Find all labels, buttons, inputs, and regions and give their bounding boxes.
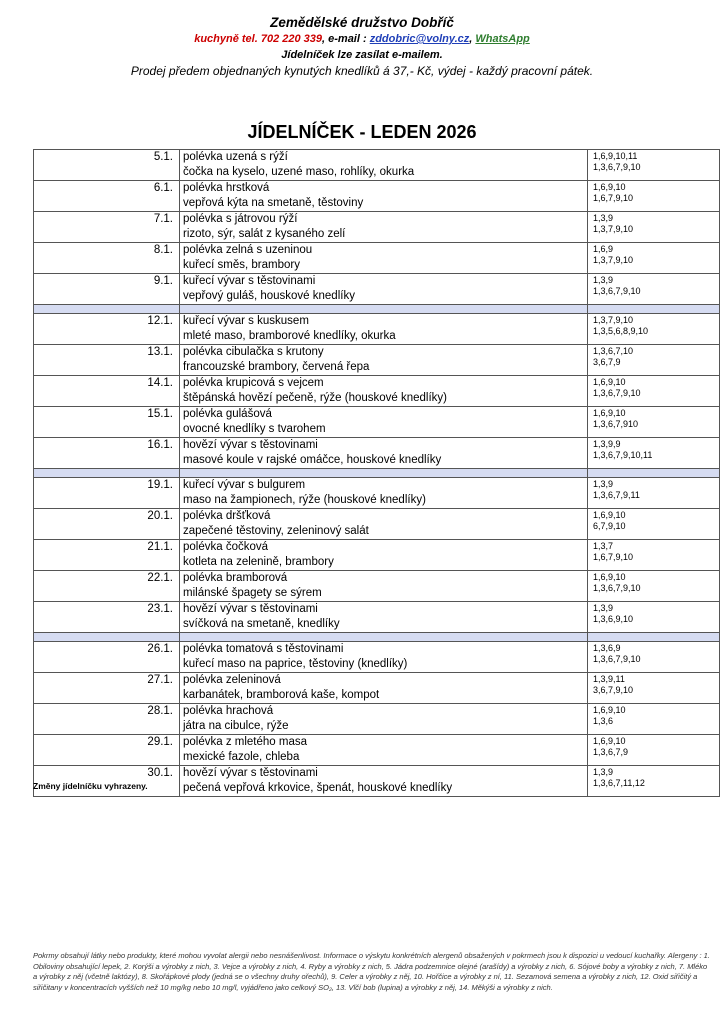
- soup-allergens: 1,6,9,10: [593, 510, 626, 520]
- main-dish-text: francouzské brambory, červená řepa: [183, 361, 370, 373]
- table-row: [34, 540, 720, 571]
- soup-text: polévka z mletého masa: [183, 736, 308, 748]
- dish-cell: [180, 571, 588, 602]
- organization-name: Zemědělské družstvo Dobříč: [270, 15, 454, 30]
- email-label: , e-mail :: [322, 33, 370, 45]
- separator-cell: [180, 469, 588, 478]
- table-row: [34, 602, 720, 633]
- dish-cell: [180, 438, 588, 469]
- allergen-cell: [588, 407, 720, 438]
- allergen-cell: [588, 274, 720, 305]
- main-allergens: 1,3,6,7,9,11: [593, 490, 640, 500]
- date-cell: 9.1.: [34, 274, 180, 305]
- allergen-footer: Pokrmy obsahují látky nebo produkty, které mohou vyvolat alergii nebo nesnášenlivost. Informace o výskytu konkrétních alergenů obsažených v pokrmech jsou k dispozici u vedoucí kuchařky. Alergeny : 1. Obiloviny obsahující lepek, 2. Korýši a výrobky z nich, 3. Vejce a výrobky z nich, 4. Ryby a výrobky z nich, 5. Jádra podzemnice olejné (arašídy) a výrobky z nich, 6. Sójové boby a výrobky z nich, 7. Mléko a výrobky z něj (včetně laktózy), 8. Skořápkové plody (jedná se o všechny druhy ořechů), 9. Celer a výrobky z něj, 10. Hořčice a výrobky z ní, 11. Sezamová semena a výrobky z nich, 12. Oxid siřičitý a siřičitany v koncentracích vyšších než 10 mg/kg nebo 10 mg/l, vyjádřeno jako celkový SO₂, 13. Vlčí bob (lupina) a výrobky z něj, 14. Měkýši a výrobky z nich.: [33, 951, 710, 992]
- soup-text: polévka krupicová s vejcem: [183, 377, 324, 389]
- table-row: [34, 478, 720, 509]
- main-allergens: 3,6,7,9,10: [593, 685, 634, 695]
- main-dish-text: vepřová kýta na smetaně, těstoviny: [183, 197, 364, 209]
- soup-allergens: 1,6,9,10: [593, 572, 626, 582]
- page-title: JÍDELNÍČEK - LEDEN 2026: [247, 122, 477, 142]
- main-dish-text: svíčková na smetaně, knedlíky: [183, 618, 340, 630]
- soup-allergens: 1,6,9,10: [593, 736, 626, 746]
- soup-text: kuřecí vývar s těstovinami: [183, 275, 316, 287]
- soup-allergens: 1,6,9,10: [593, 705, 626, 715]
- main-dish-text: mleté maso, bramborové knedlíky, okurka: [183, 330, 396, 342]
- contact-line: [0, 31, 724, 47]
- soup-allergens: 1,3,9: [593, 213, 614, 223]
- separator-cell: [588, 469, 720, 478]
- main-dish-text: masové koule v rajské omáčce, houskové knedlíky: [183, 454, 442, 466]
- allergen-cell: [588, 314, 720, 345]
- dish-cell: [180, 540, 588, 571]
- dish-cell: [180, 407, 588, 438]
- date-cell: 21.1.: [34, 540, 180, 571]
- separator-cell: [180, 633, 588, 642]
- date-cell: 23.1.: [34, 602, 180, 633]
- main-allergens: 1,3,6,9,10: [593, 614, 634, 624]
- soup-allergens: 1,3,7,9,10: [593, 315, 634, 325]
- dish-cell: [180, 704, 588, 735]
- main-allergens: 1,3,7,9,10: [593, 255, 634, 265]
- soup-text: polévka tomatová s těstovinami: [183, 643, 344, 655]
- date-cell: 22.1.: [34, 571, 180, 602]
- dish-cell: [180, 181, 588, 212]
- dish-cell: [180, 478, 588, 509]
- soup-text: polévka uzená s rýží: [183, 151, 288, 163]
- separator-cell: [34, 633, 180, 642]
- soup-text: polévka hrstková: [183, 182, 270, 194]
- main-dish-text: kuřecí směs, brambory: [183, 259, 300, 271]
- soup-text: hovězí vývar s těstovinami: [183, 603, 318, 615]
- soup-text: polévka s játrovou rýží: [183, 213, 298, 225]
- main-dish-text: karbanátek, bramborová kaše, kompot: [183, 689, 380, 701]
- soup-text: polévka gulášová: [183, 408, 272, 420]
- dish-cell: [180, 642, 588, 673]
- document-header: [0, 14, 724, 80]
- table-row: [34, 673, 720, 704]
- dish-cell: [180, 673, 588, 704]
- dish-cell: [180, 602, 588, 633]
- date-cell: 5.1.: [34, 150, 180, 181]
- table-row: [34, 212, 720, 243]
- date-cell: 26.1.: [34, 642, 180, 673]
- date-cell: 20.1.: [34, 509, 180, 540]
- dish-cell: [180, 314, 588, 345]
- soup-allergens: 1,3,9: [593, 767, 614, 777]
- table-row: [34, 345, 720, 376]
- main-dish-text: štěpánská hovězí pečeně, rýže (houskové knedlíky): [183, 392, 448, 404]
- soup-allergens: 1,6,9: [593, 244, 614, 254]
- table-row: [34, 407, 720, 438]
- table-row: [34, 438, 720, 469]
- allergen-cell: [588, 735, 720, 766]
- main-allergens: 6,7,9,10: [593, 521, 626, 531]
- soup-allergens: 1,3,6,7,10: [593, 346, 634, 356]
- week-separator: [34, 305, 720, 314]
- dish-cell: [180, 376, 588, 407]
- email-info-line: Jídelníček lze zasílat e-mailem.: [281, 49, 443, 61]
- soup-text: polévka cibulačka s krutony: [183, 346, 324, 358]
- main-allergens: 1,3,6: [593, 716, 614, 726]
- table-row: [34, 642, 720, 673]
- soup-text: polévka čočková: [183, 541, 269, 553]
- main-allergens: 1,3,7,9,10: [593, 224, 634, 234]
- allergen-cell: [588, 181, 720, 212]
- main-allergens: 1,3,6,7,9,10: [593, 286, 641, 296]
- main-dish-text: vepřový guláš, houskové knedlíky: [183, 290, 355, 302]
- allergen-cell: [588, 509, 720, 540]
- date-cell: 15.1.: [34, 407, 180, 438]
- main-allergens: 1,6,7,9,10: [593, 193, 634, 203]
- menu-table: [33, 149, 720, 797]
- dish-cell: [180, 509, 588, 540]
- soup-text: hovězí vývar s těstovinami: [183, 767, 318, 779]
- soup-text: polévka hrachová: [183, 705, 274, 717]
- date-cell: 29.1.: [34, 735, 180, 766]
- main-dish-text: játra na cibulce, rýže: [183, 720, 289, 732]
- soup-text: hovězí vývar s těstovinami: [183, 439, 318, 451]
- date-cell: 13.1.: [34, 345, 180, 376]
- soup-allergens: 1,3,6,9: [593, 643, 621, 653]
- dish-cell: [180, 150, 588, 181]
- allergen-cell: [588, 673, 720, 704]
- soup-allergens: 1,6,9,10: [593, 182, 626, 192]
- soup-text: polévka zelná s uzeninou: [183, 244, 313, 256]
- soup-allergens: 1,3,9: [593, 603, 614, 613]
- comma-separator: ,: [469, 33, 476, 45]
- main-dish-text: kotleta na zelenině, brambory: [183, 556, 334, 568]
- allergen-cell: [588, 571, 720, 602]
- soup-text: kuřecí vývar s bulgurem: [183, 479, 306, 491]
- dish-cell: [180, 766, 588, 797]
- main-dish-text: rizoto, sýr, salát z kysaného zelí: [183, 228, 346, 240]
- soup-text: polévka bramborová: [183, 572, 288, 584]
- dish-cell: [180, 735, 588, 766]
- date-cell: 14.1.: [34, 376, 180, 407]
- whatsapp-link[interactable]: WhatsApp: [475, 33, 530, 45]
- allergen-cell: [588, 766, 720, 797]
- allergen-cell: [588, 478, 720, 509]
- changes-note: Změny jídelníčku vyhrazeny.: [33, 781, 148, 791]
- main-dish-text: kuřecí maso na paprice, těstoviny (knedlíky): [183, 658, 408, 670]
- allergen-cell: [588, 602, 720, 633]
- email-link[interactable]: zddobric@volny.cz: [369, 33, 470, 45]
- week-separator: [34, 469, 720, 478]
- main-dish-text: ovocné knedlíky s tvarohem: [183, 423, 326, 435]
- soup-text: kuřecí vývar s kuskusem: [183, 315, 309, 327]
- allergen-cell: [588, 438, 720, 469]
- main-dish-text: čočka na kyselo, uzené maso, rohlíky, okurka: [183, 166, 415, 178]
- sale-info-line: Prodej předem objednaných kynutých knedlíků á 37,- Kč, výdej - každý pracovní pátek.: [130, 64, 594, 78]
- dish-cell: [180, 243, 588, 274]
- allergen-cell: [588, 642, 720, 673]
- allergen-cell: [588, 243, 720, 274]
- separator-cell: [34, 305, 180, 314]
- main-allergens: 1,3,6,7,9,10: [593, 654, 641, 664]
- main-allergens: 3,6,7,9: [593, 357, 621, 367]
- dish-cell: [180, 345, 588, 376]
- allergen-cell: [588, 345, 720, 376]
- main-dish-text: zapečené těstoviny, zeleninový salát: [183, 525, 369, 537]
- table-row: [34, 735, 720, 766]
- dish-cell: [180, 212, 588, 243]
- main-allergens: 1,3,6,7,9: [593, 747, 629, 757]
- date-cell: 12.1.: [34, 314, 180, 345]
- main-allergens: 1,3,6,7,910: [593, 419, 639, 429]
- main-allergens: 1,3,5,6,8,9,10: [593, 326, 649, 336]
- main-allergens: 1,3,6,7,9,10: [593, 583, 641, 593]
- allergen-cell: [588, 150, 720, 181]
- main-dish-text: pečená vepřová krkovice, špenát, houskové knedlíky: [183, 782, 453, 794]
- main-dish-text: maso na žampionech, rýže (houskové knedlíky): [183, 494, 426, 506]
- main-allergens: 1,3,6,7,11,12: [593, 778, 645, 788]
- soup-allergens: 1,3,9,9: [593, 439, 621, 449]
- dish-cell: [180, 274, 588, 305]
- date-cell: 27.1.: [34, 673, 180, 704]
- main-allergens: 1,3,6,7,9,10: [593, 388, 641, 398]
- soup-text: polévka zeleninová: [183, 674, 281, 686]
- separator-cell: [34, 469, 180, 478]
- soup-text: polévka dršťková: [183, 510, 271, 522]
- main-allergens: 1,3,6,7,9,10: [593, 162, 641, 172]
- soup-allergens: 1,3,9,11: [593, 674, 625, 684]
- main-dish-text: mexické fazole, chleba: [183, 751, 300, 763]
- table-row: [34, 181, 720, 212]
- table-row: [34, 274, 720, 305]
- allergen-cell: [588, 376, 720, 407]
- week-separator: [34, 633, 720, 642]
- soup-allergens: 1,3,9: [593, 275, 614, 285]
- main-allergens: 1,6,7,9,10: [593, 552, 634, 562]
- soup-allergens: 1,6,9,10: [593, 408, 626, 418]
- main-dish-text: milánské špagety se sýrem: [183, 587, 322, 599]
- allergen-cell: [588, 212, 720, 243]
- date-cell: 8.1.: [34, 243, 180, 274]
- table-row: [34, 704, 720, 735]
- separator-cell: [588, 633, 720, 642]
- separator-cell: [180, 305, 588, 314]
- allergen-cell: [588, 704, 720, 735]
- date-cell: 16.1.: [34, 438, 180, 469]
- table-row: [34, 376, 720, 407]
- soup-allergens: 1,3,9: [593, 479, 614, 489]
- table-row: [34, 571, 720, 602]
- date-cell: 19.1.: [34, 478, 180, 509]
- table-row: [34, 509, 720, 540]
- table-row: [34, 314, 720, 345]
- allergen-cell: [588, 540, 720, 571]
- table-row: [34, 150, 720, 181]
- soup-allergens: 1,6,9,10,11: [593, 151, 638, 161]
- separator-cell: [588, 305, 720, 314]
- soup-allergens: 1,3,7: [593, 541, 614, 551]
- date-cell: 6.1.: [34, 181, 180, 212]
- main-allergens: 1,3,6,7,9,10,11: [593, 450, 653, 460]
- kitchen-phone: kuchyně tel. 702 220 339: [194, 33, 323, 45]
- date-cell: 7.1.: [34, 212, 180, 243]
- table-row: [34, 243, 720, 274]
- date-cell: 28.1.: [34, 704, 180, 735]
- soup-allergens: 1,6,9,10: [593, 377, 626, 387]
- date-cell: 30.1.: [34, 766, 180, 797]
